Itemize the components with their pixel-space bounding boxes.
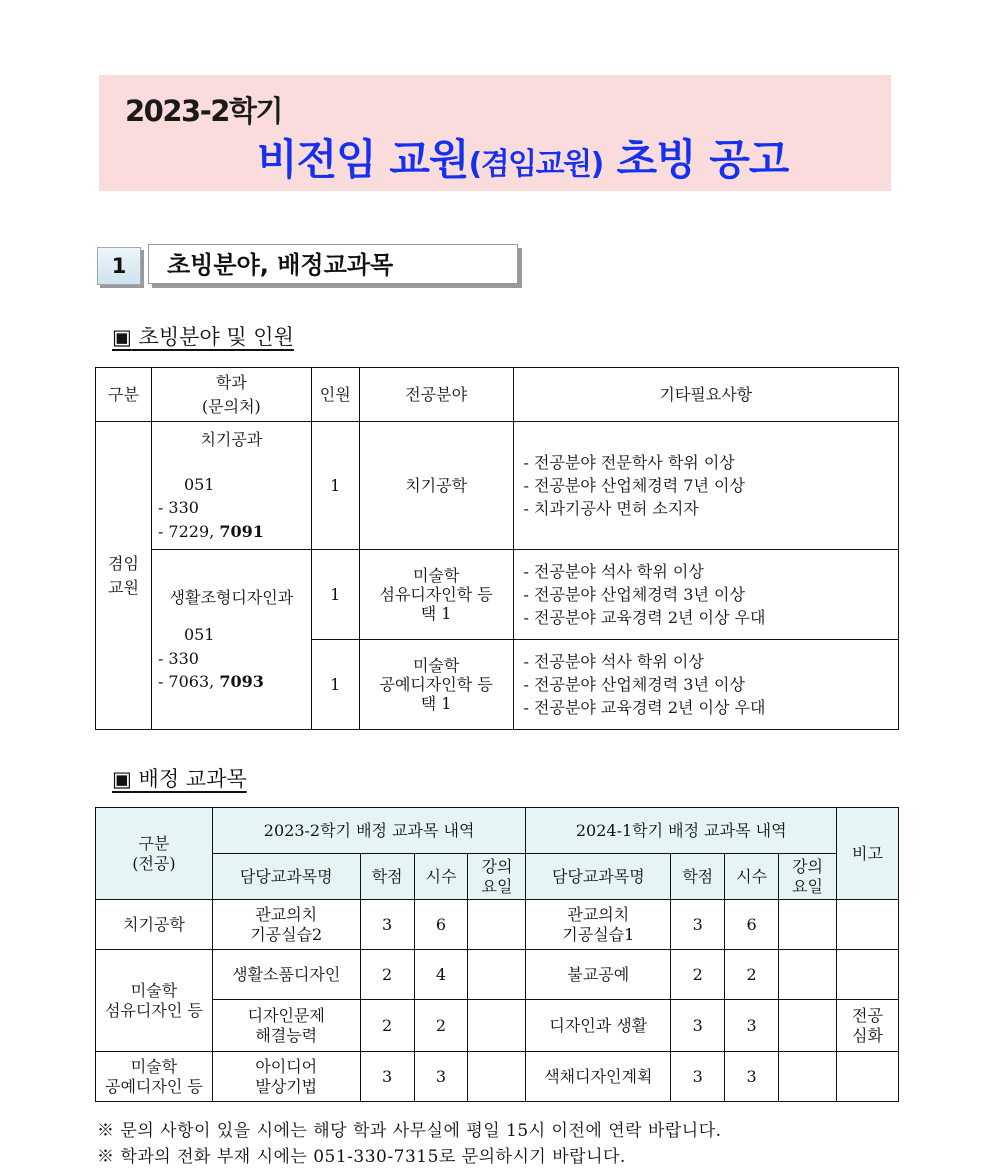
hours-cell: 2: [725, 950, 779, 1000]
table-header-row: [96, 808, 899, 854]
table-row: [96, 422, 899, 550]
hours-cell: 2: [414, 1000, 468, 1052]
header-course: 담당교과목명: [526, 854, 671, 900]
header-dept: 학과 (문의처): [151, 368, 311, 422]
table-header-row: [96, 368, 899, 422]
course-cell: 관교의치 기공실습1: [526, 900, 671, 950]
subheading-text: 초빙분야 및 인원: [138, 325, 294, 349]
dept-cell: 치기공과 051 - 330 - 7229, 7091: [151, 422, 311, 550]
hours-cell: 4: [414, 950, 468, 1000]
table-header-row: [96, 854, 899, 900]
hours-cell: 6: [725, 900, 779, 950]
header-course: 담당교과목명: [212, 854, 360, 900]
day-cell: [468, 1052, 526, 1102]
title-main: 비전임 교원: [257, 135, 469, 184]
header-requirements: 기타필요사항: [513, 368, 898, 422]
square-marker-icon: ▣: [112, 767, 132, 791]
credit-cell: 3: [360, 1052, 414, 1102]
note-cell: 전공 심화: [837, 1000, 899, 1052]
hours-cell: 3: [414, 1052, 468, 1102]
contact-note: ※ 문의 사항이 있을 시에는 해당 학과 사무실에 평일 15시 이전에 연락 바랍니다.: [97, 1121, 722, 1141]
header-credit: 학점: [360, 854, 414, 900]
category-cell: 미술학 공예디자인 등: [96, 1052, 213, 1102]
day-cell: [468, 950, 526, 1000]
credit-cell: 2: [671, 950, 725, 1000]
title-banner: [99, 75, 891, 191]
phone-note: ※ 학과의 전화 부재 시에는 051-330-7315로 문의하시기 바랍니다.: [97, 1147, 626, 1167]
day-cell: [779, 1000, 837, 1052]
table-row: [96, 550, 899, 640]
day-cell: [468, 1000, 526, 1052]
table-row: [96, 1000, 899, 1052]
table-row: [96, 900, 899, 950]
header-category: 구분 (전공): [96, 808, 213, 900]
credit-cell: 3: [671, 1052, 725, 1102]
requirements-cell: - 전공분야 석사 학위 이상 - 전공분야 산업체경력 3년 이상 - 전공분야 교육경력 2년 이상 우대: [513, 550, 898, 640]
field-cell: 치기공학: [359, 422, 513, 550]
hours-cell: 6: [414, 900, 468, 950]
course-cell: 디자인과 생활: [526, 1000, 671, 1052]
header-count: 인원: [311, 368, 359, 422]
header-day: 강의 요일: [779, 854, 837, 900]
credit-cell: 2: [360, 1000, 414, 1052]
course-cell: 생활소품디자인: [212, 950, 360, 1000]
field-cell: 미술학 공예디자인학 등 택 1: [359, 640, 513, 730]
section-number: 1: [97, 247, 141, 285]
header-hours: 시수: [414, 854, 468, 900]
day-cell: [468, 900, 526, 950]
header-credit: 학점: [671, 854, 725, 900]
subheading-courses: [112, 763, 247, 793]
positions-table: [95, 367, 899, 730]
category-cell: 치기공학: [96, 900, 213, 950]
title-end: 초빙 공고: [616, 135, 789, 184]
count-cell: 1: [311, 640, 359, 730]
section-title: 초빙분야, 배정교과목: [148, 244, 518, 284]
credit-cell: 3: [671, 900, 725, 950]
dept-cell: 생활조형디자인과 051 - 330 - 7063, 7093: [151, 550, 311, 730]
header-semester-2023-2: 2023-2학기 배정 교과목 내역: [212, 808, 526, 854]
course-cell: 디자인문제 해결능력: [212, 1000, 360, 1052]
note-cell: [837, 950, 899, 1000]
header-note: 비고: [837, 808, 899, 900]
title-paren: (겸임교원): [468, 147, 603, 182]
note-cell: [837, 900, 899, 950]
semester-label: 2023-2학기: [125, 94, 282, 128]
header-field: 전공분야: [359, 368, 513, 422]
header-semester-2024-1: 2024-1학기 배정 교과목 내역: [526, 808, 837, 854]
credit-cell: 2: [360, 950, 414, 1000]
course-cell: 아이디어 발상기법: [212, 1052, 360, 1102]
credit-cell: 3: [671, 1000, 725, 1052]
subheading-text: 배정 교과목: [138, 767, 247, 791]
note-cell: [837, 1052, 899, 1102]
credit-cell: 3: [360, 900, 414, 950]
day-cell: [779, 900, 837, 950]
header-day: 강의 요일: [468, 854, 526, 900]
hours-cell: 3: [725, 1052, 779, 1102]
requirements-cell: - 전공분야 전문학사 학위 이상 - 전공분야 산업체경력 7년 이상 - 치과기공사 면허 소지자: [513, 422, 898, 550]
hours-cell: 3: [725, 1000, 779, 1052]
page-title: [257, 127, 788, 187]
category-cell: 겸임 교원: [96, 422, 152, 730]
courses-table: [95, 807, 899, 1102]
course-cell: 색채디자인계획: [526, 1052, 671, 1102]
table-row: [96, 1052, 899, 1102]
header-hours: 시수: [725, 854, 779, 900]
day-cell: [779, 1052, 837, 1102]
header-category: 구분: [96, 368, 152, 422]
course-cell: 관교의치 기공실습2: [212, 900, 360, 950]
square-marker-icon: ▣: [112, 325, 132, 349]
category-cell: 미술학 섬유디자인 등: [96, 950, 213, 1052]
requirements-cell: - 전공분야 석사 학위 이상 - 전공분야 산업체경력 3년 이상 - 전공분야 교육경력 2년 이상 우대: [513, 640, 898, 730]
dept-phone: 051 - 330 - 7063, 7093: [157, 625, 264, 691]
day-cell: [779, 950, 837, 1000]
count-cell: 1: [311, 422, 359, 550]
dept-phone: 051 - 330 - 7229, 7091: [157, 475, 264, 541]
field-cell: 미술학 섬유디자인학 등 택 1: [359, 550, 513, 640]
course-cell: 불교공예: [526, 950, 671, 1000]
table-row: [96, 950, 899, 1000]
subheading-positions: [112, 321, 294, 351]
count-cell: 1: [311, 550, 359, 640]
